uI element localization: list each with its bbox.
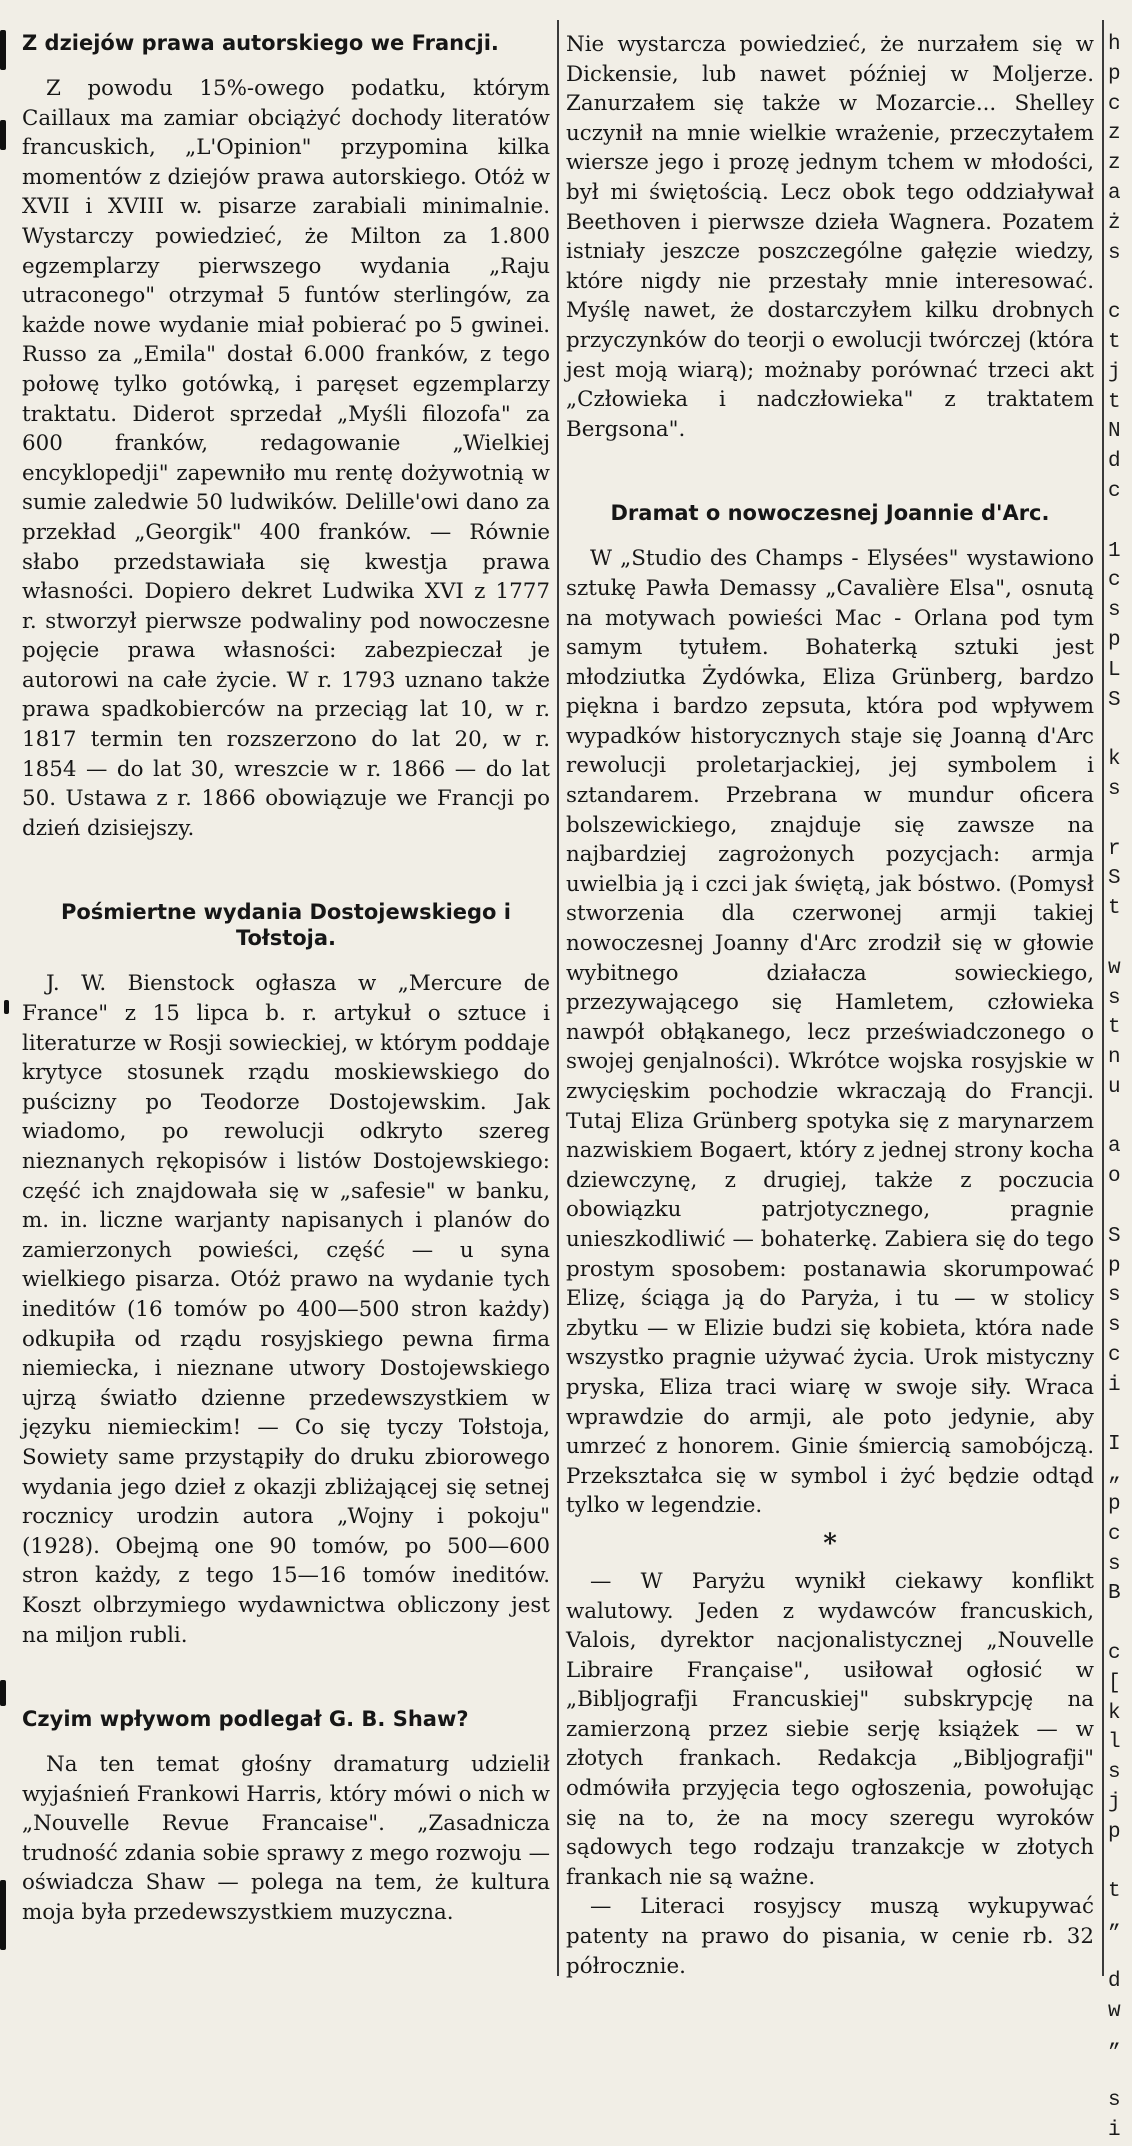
- article-joan-of-arc-drama: W „Studio des Champs - Elysées" wystawiono sztukę Pawła Demassy „Cavalière Elsa", osnutą na motywach powieści Mac - Orlana pod tym samym tytułem. Bohaterką sztuki jest młodziutka Żydówka, Eliza Grünberg, bardzo piękna i bardzo zepsuta, która pod wpływem wypadków historycznych staje się Joanną d'Arc rewolucji proletarjackiej, jej symbolem i sztandarem. Przebrana w mundur oficera bolszewickiego, znajduje się zawsze na najbardziej zagrożonych pozycjach: armja uwielbia ją i czci jak świętą, jak bóstwo. (Pomysł stworzenia dla czerwonej armji takiej nowoczesnej Joanny d'Arc zrodził się w głowie wybitnego działacza sowieckiego, przezywającego się Hamletem, człowieka nawpół obłąkanego, lecz przeświadczonego o swojej genjalności). Wkrótce wojska rosyjskie w zwycięskim pochodzie wkraczają do Francji. Tutaj Eliza Grünberg spotyka się z marynarzem nazwiskiem Bogaert, który z jednej strony kocha dziewczynę, z drugiej, także z poczucia obowiązku patrjotycznego, pragnie unieszkodliwić — bohaterkę. Zabiera się do tego prostym sposobem: postanawia skorumpować Elizę, ściąga ją do Paryża, i tu — w stolicy zbytku — w Elizie budzi się kobieta, która nade wszystko pragnie używać życia. Urok mistyczny pryska, Eliza traci wiarę w swoje siły. Wraca wprawdzie do armji, ale poto jedynie, aby umrzeć z honorem. Ginie śmiercią samobójczą. Przekształca się w symbol i żyć będzie odtąd tylko w legendzie.: [566, 546, 1094, 1519]
- headline-joan-of-arc-drama: Dramat o nowoczesnej Joannie d'Arc.: [610, 501, 1050, 526]
- middle-column: [566, 30, 1094, 1981]
- margin-ink-mark: [0, 120, 6, 150]
- margin-ink-mark: [0, 1880, 6, 1950]
- article-dostoevsky-tolstoy: J. W. Bienstock ogłasza w „Mercure de France" z 15 lipca b. r. artykuł o sztuce i literaturze w Rosji sowieckiej, w którym poddaje krytyce stosunek rządu moskiewskiego do puścizny po Teodorze Dostojewskim. Jak wiadomo, po rewolucji odkryto szereg nieznanych rękopisów i listów Dostojewskiego: część ich znajdowała się w „safesie" w banku, m. in. liczne warjanty napisanych i planów do zamierzonych powieści, część — u syna wielkiego pisarza. Otóż prawo na wydanie tych ineditów (16 tomów po 400—500 stron każdy) odkupiła od rządu rosyjskiego pewna firma niemiecka, i nieznane utwory Dostojewskiego ujrzą światło dzienne przedewszystkiem w języku niemieckim! — Co się tyczy Tołstoja, Sowiety same przystąpiły do druku zbiorowego wydania jego dzieł z okazji zbliżającej się setnej rocznicy urodzin autora „Wojny i pokoju" (1928). Obejmą one 90 tomów, po 500—600 stron każdy, z tego 15—16 tomów ineditów. Koszt olbrzymiego wydawnictwa obliczony jest na miljon rubli.: [22, 971, 550, 1648]
- margin-ink-mark: [4, 1000, 9, 1014]
- article-shaw-continued: Nie wystarcza powiedzieć, że nurzałem się w Dickensie, lub nawet później w Moljerze. Zanurzałem się także w Mozarcie... Shelley uczynił na mnie wielkie wrażenie, przeczytałem wiersze jego i prozę jednym tchem w młodości, był mi świętością. Lecz obok tego oddziaływał Beethoven i pierwsze dzieła Wagnera. Pozatem istniały jeszcze poszczególne gałęzie wiedzy, które nigdy nie przestały mnie interesować. Myślę nawet, że dostarczyłem kilku drobnych przyczynków do teorji o ewolucji twórczej (która jest moją wiarą); możnaby porównać trzeci akt „Człowieka i nadczłowieka" z traktatem Bergsona".: [566, 32, 1094, 442]
- headline-shaw-influences: Czyim wpływom podlegał G. B. Shaw?: [22, 1707, 469, 1732]
- margin-ink-mark: [0, 30, 6, 70]
- right-column-text-fragments: h p c z z a ż s c t j t N d c 1 c s p L S k s r S t w s t n u a o S p s s c i I „ p c s B c [ k l s j p t „ d w „ s i: [1108, 33, 1121, 2142]
- headline-dostoevsky-tolstoy: Pośmiertne wydania Dostojewskiego i Tołstoja.: [60, 900, 511, 951]
- column-rule: [557, 20, 559, 1976]
- column-rule: [1102, 20, 1104, 1976]
- margin-ink-mark: [0, 1680, 6, 1706]
- article-russian-writers-patents: — Literaci rosyjscy muszą wykupywać patenty na prawo do pisania, w cenie rb. 32 półrocznie.: [566, 1894, 1094, 1979]
- headline-copyright-history: Z dziejów prawa autorskiego we Francji.: [22, 31, 499, 55]
- section-separator: *: [823, 1528, 837, 1559]
- article-copyright-history: Z powodu 15%-owego podatku, którym Caillaux ma zamiar obciążyć dochody literatów francuskich, „L'Opinion" przypomina kilka momentów z dziejów prawa autorskiego. Otóż w XVII i XVIII w. pisarze zarabiali minimalnie. Wystarczy powiedzieć, że Milton za 1.800 egzemplarzy pierwszego wydania „Raju utraconego" otrzymał 5 funtów sterlingów, za każde nowe wydanie miał pobierać po 5 gwinei. Russo za „Emila" dostał 6.000 franków, z tego połowę tylko gotówką, i paręset egzemplarzy traktatu. Diderot sprzedał „Myśli filozofa" za 600 franków, redagowanie „Wielkiej encyklopedji" zapewniło mu rentę dożywotnią w sumie zaledwie 50 ludwików. Delille'owi dano za przekład „Georgik" 400 franków. — Równie słabo przedstawiała się kwestja prawa własności. Dopiero dekret Ludwika XVI z 1777 r. stworzył pierwsze podwaliny pod nowoczesne pojęcie prawa własności: zabezpieczał je autorowi na całe życie. W r. 1793 uznano także prawa spadkobierców na przeciąg lat 10, w r. 1817 termin ten rozszerzono do lat 20, w r. 1854 — do lat 30, wreszcie w r. 1866 — do lat 50. Ustawa z r. 1866 obowiązuje we Francji po dzień dzisiejszy.: [22, 76, 550, 841]
- article-shaw-influences: Na ten temat głośny dramaturg udzielił wyjaśnień Frankowi Harris, który mówi o nich w „Nouvelle Revue Francaise". „Zasadnicza trudność zdania sobie sprawy z mego rozwoju — oświadcza Shaw — polega na tem, że kultura moja była przedewszystkiem muzyczna.: [22, 1752, 550, 1926]
- left-column: [22, 30, 550, 1928]
- right-column-fragment: [1108, 30, 1132, 2146]
- article-currency-conflict: — W Paryżu wynikł ciekawy konflikt walutowy. Jeden z wydawców francuskich, Valois, dyrektor nacjonalistycznej „Nouvelle Libraire Française", usiłował ogłosić w „Bibljografji Francuskiej" subskrypcję na zamierzoną przez siebie serję książek — w złotych frankach. Redakcja „Bibljografji" odmówiła przyjęcia tego ogłoszenia, powołując się na to, że na mocy szeregu wyroków sądowych tego rodzaju tranzakcje w złotych frankach nie są ważne.: [566, 1568, 1094, 1890]
